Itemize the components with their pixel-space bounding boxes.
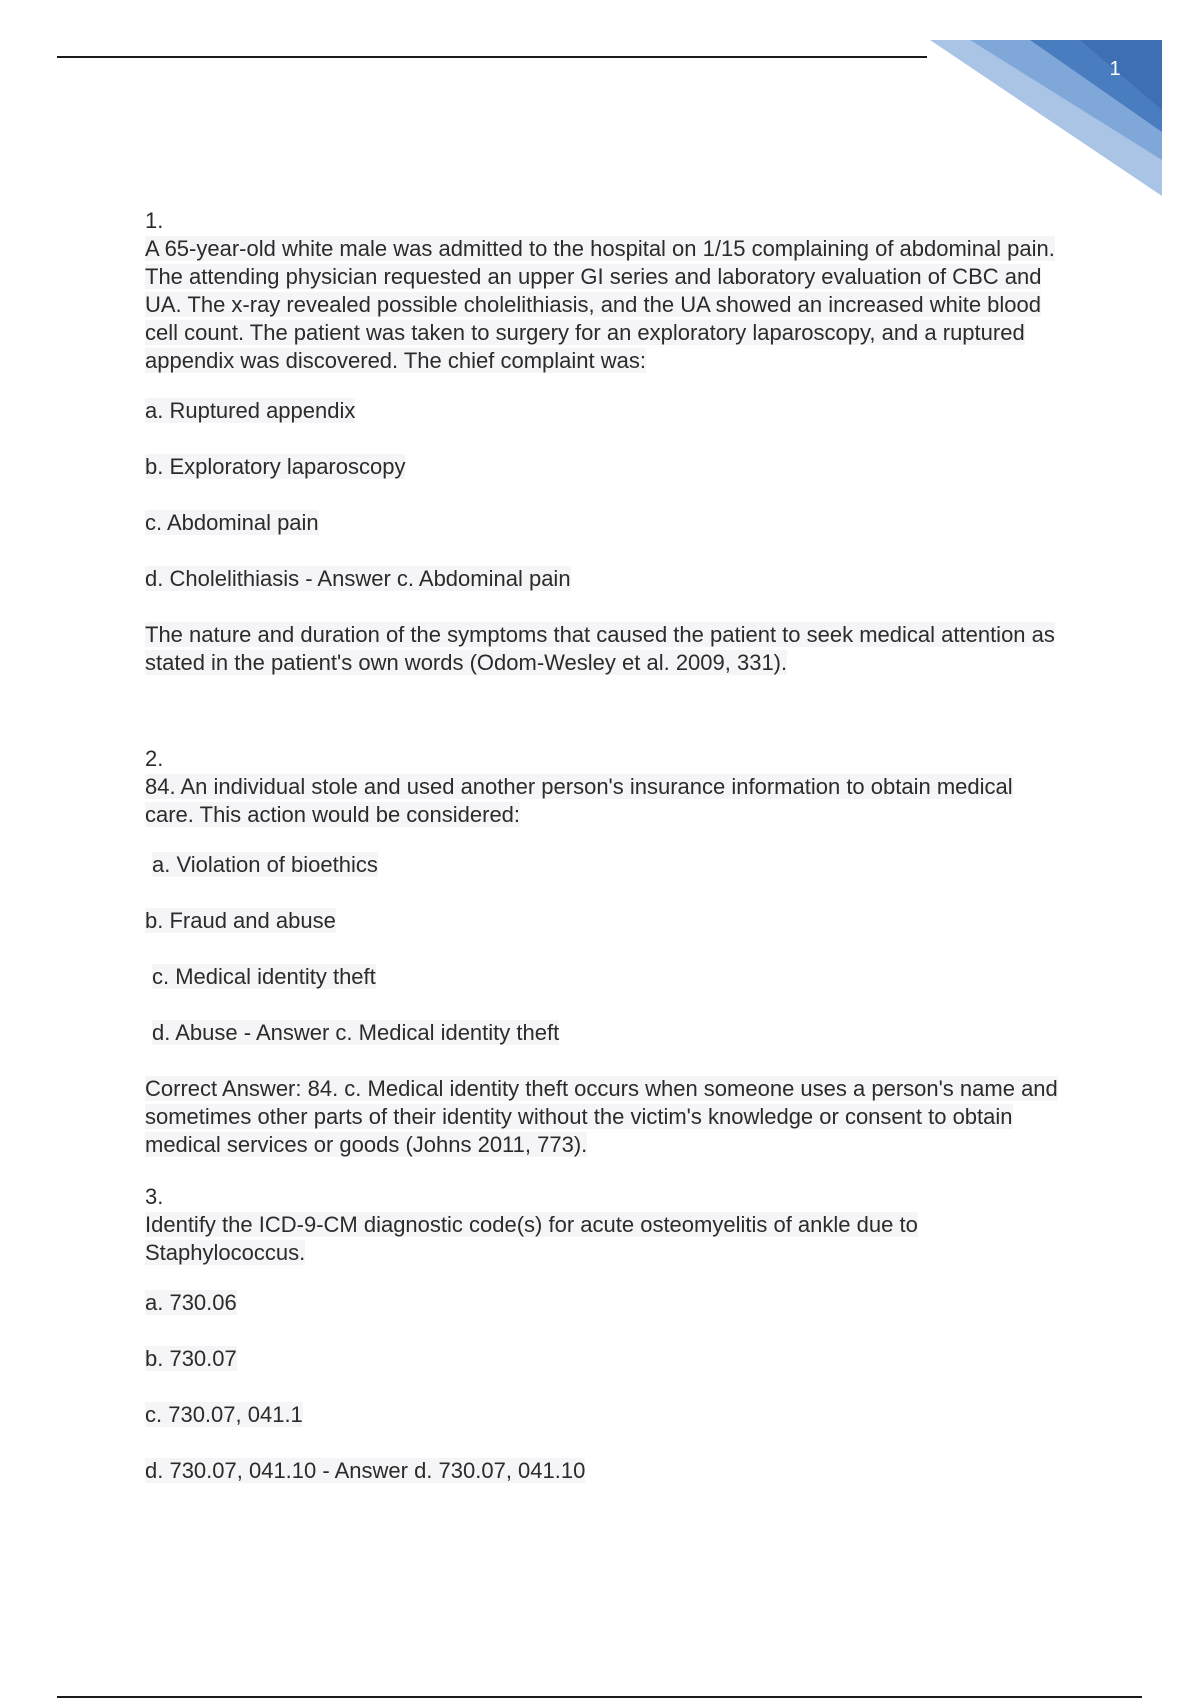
option-d	[145, 1019, 1065, 1047]
explanation	[145, 621, 1065, 677]
explanation	[145, 1075, 1065, 1159]
question-1	[145, 207, 1065, 677]
option-c	[145, 509, 1065, 537]
explanation-text: The nature and duration of the symptoms that caused the patient to seek medical attention as stated in the patient's own words (Odom-Wesley et al. 2009, 331).	[145, 622, 1055, 675]
option-b	[145, 1345, 1065, 1373]
question-number: 2.	[145, 746, 164, 771]
header-rule	[57, 56, 927, 58]
option-a	[145, 1289, 1065, 1317]
question-3	[145, 1183, 1065, 1485]
option-d-text: d. Cholelithiasis - Answer c. Abdominal pain	[145, 566, 571, 591]
option-b	[145, 453, 1065, 481]
option-c-text: c. 730.07, 041.1	[145, 1402, 303, 1427]
question-stem-text: Identify the ICD-9-CM diagnostic code(s) for acute osteomyelitis of ankle due to Staphylococcus.	[145, 1212, 918, 1265]
option-c-text: c. Medical identity theft	[152, 964, 376, 989]
option-a-text: a. Ruptured appendix	[145, 398, 356, 423]
footer-rule	[57, 1696, 1142, 1698]
option-c	[145, 1401, 1065, 1429]
option-a	[145, 397, 1065, 425]
question-number: 1.	[145, 208, 164, 233]
question-stem-text: A 65-year-old white male was admitted to the hospital on 1/15 complaining of abdominal pain. The attending physician requested an upper GI series and laboratory evaluation of CBC and UA. The x-ray revealed possible cholelithiasis, and the UA showed an increased white blood cell count. The patient was taken to surgery for an exploratory laparoscopy, and a ruptured appendix was discovered. The chief complaint was:	[145, 236, 1055, 373]
question-number: 3.	[145, 1184, 164, 1209]
option-b-text: b. Fraud and abuse	[145, 908, 336, 933]
option-a-text: a. 730.06	[145, 1290, 237, 1315]
question-2	[145, 745, 1065, 1159]
option-d-text: d. Abuse - Answer c. Medical identity theft	[152, 1020, 560, 1045]
explanation-text: Correct Answer: 84. c. Medical identity theft occurs when someone uses a person's name and sometimes other parts of their identity without the victim's knowledge or consent to obtain medical services or goods (Johns 2011, 773).	[145, 1076, 1058, 1157]
option-a-text: a. Violation of bioethics	[152, 852, 378, 877]
option-c-text: c. Abdominal pain	[145, 510, 319, 535]
page-number: 1	[1109, 58, 1121, 80]
option-d	[145, 1457, 1065, 1485]
question-stem-text: 84. An individual stole and used another person's insurance information to obtain medical care. This action would be considered:	[145, 774, 1013, 827]
question-stem	[145, 235, 1065, 375]
option-b-text: b. 730.07	[145, 1346, 237, 1371]
option-d	[145, 565, 1065, 593]
question-stem	[145, 773, 1065, 829]
option-b-text: b. Exploratory laparoscopy	[145, 454, 406, 479]
option-c	[145, 963, 1065, 991]
option-b	[145, 907, 1065, 935]
question-stem	[145, 1211, 1065, 1267]
option-a	[145, 851, 1065, 879]
option-d-text: d. 730.07, 041.10 - Answer d. 730.07, 041.10	[145, 1458, 586, 1483]
